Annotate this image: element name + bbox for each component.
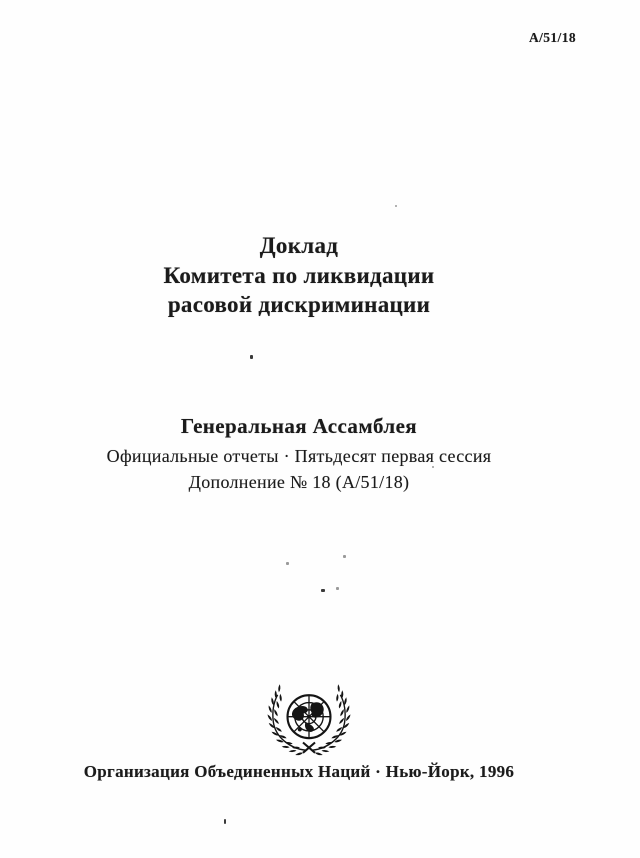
report-title-line-2: Комитета по ликвидации [163, 262, 435, 288]
document-symbol: A/51/18 [528, 30, 576, 45]
report-title-line-3: расовой дискриминации [167, 292, 431, 317]
official-records-line: Официальные отчеты · Пятьдесят первая сессия [106, 446, 492, 466]
scan-speck [321, 589, 325, 592]
scan-speck [224, 819, 226, 824]
scan-speck [343, 555, 346, 558]
un-emblem-icon [266, 682, 352, 760]
report-title-line-1: Доклад [259, 233, 339, 258]
scan-speck [395, 205, 397, 207]
supplement-line: Дополнение № 18 (A/51/18) [188, 472, 410, 492]
scan-speck [286, 562, 289, 565]
scan-speck [250, 355, 253, 359]
organ-heading: Генеральная Ассамблея [180, 414, 418, 438]
session-info [0, 413, 598, 495]
publisher-imprint: Организация Объединенных Наций · Нью-Йорк, 1996 [83, 762, 515, 781]
report-title [0, 231, 598, 320]
scan-speck [336, 587, 339, 590]
scan-speck [432, 466, 434, 468]
